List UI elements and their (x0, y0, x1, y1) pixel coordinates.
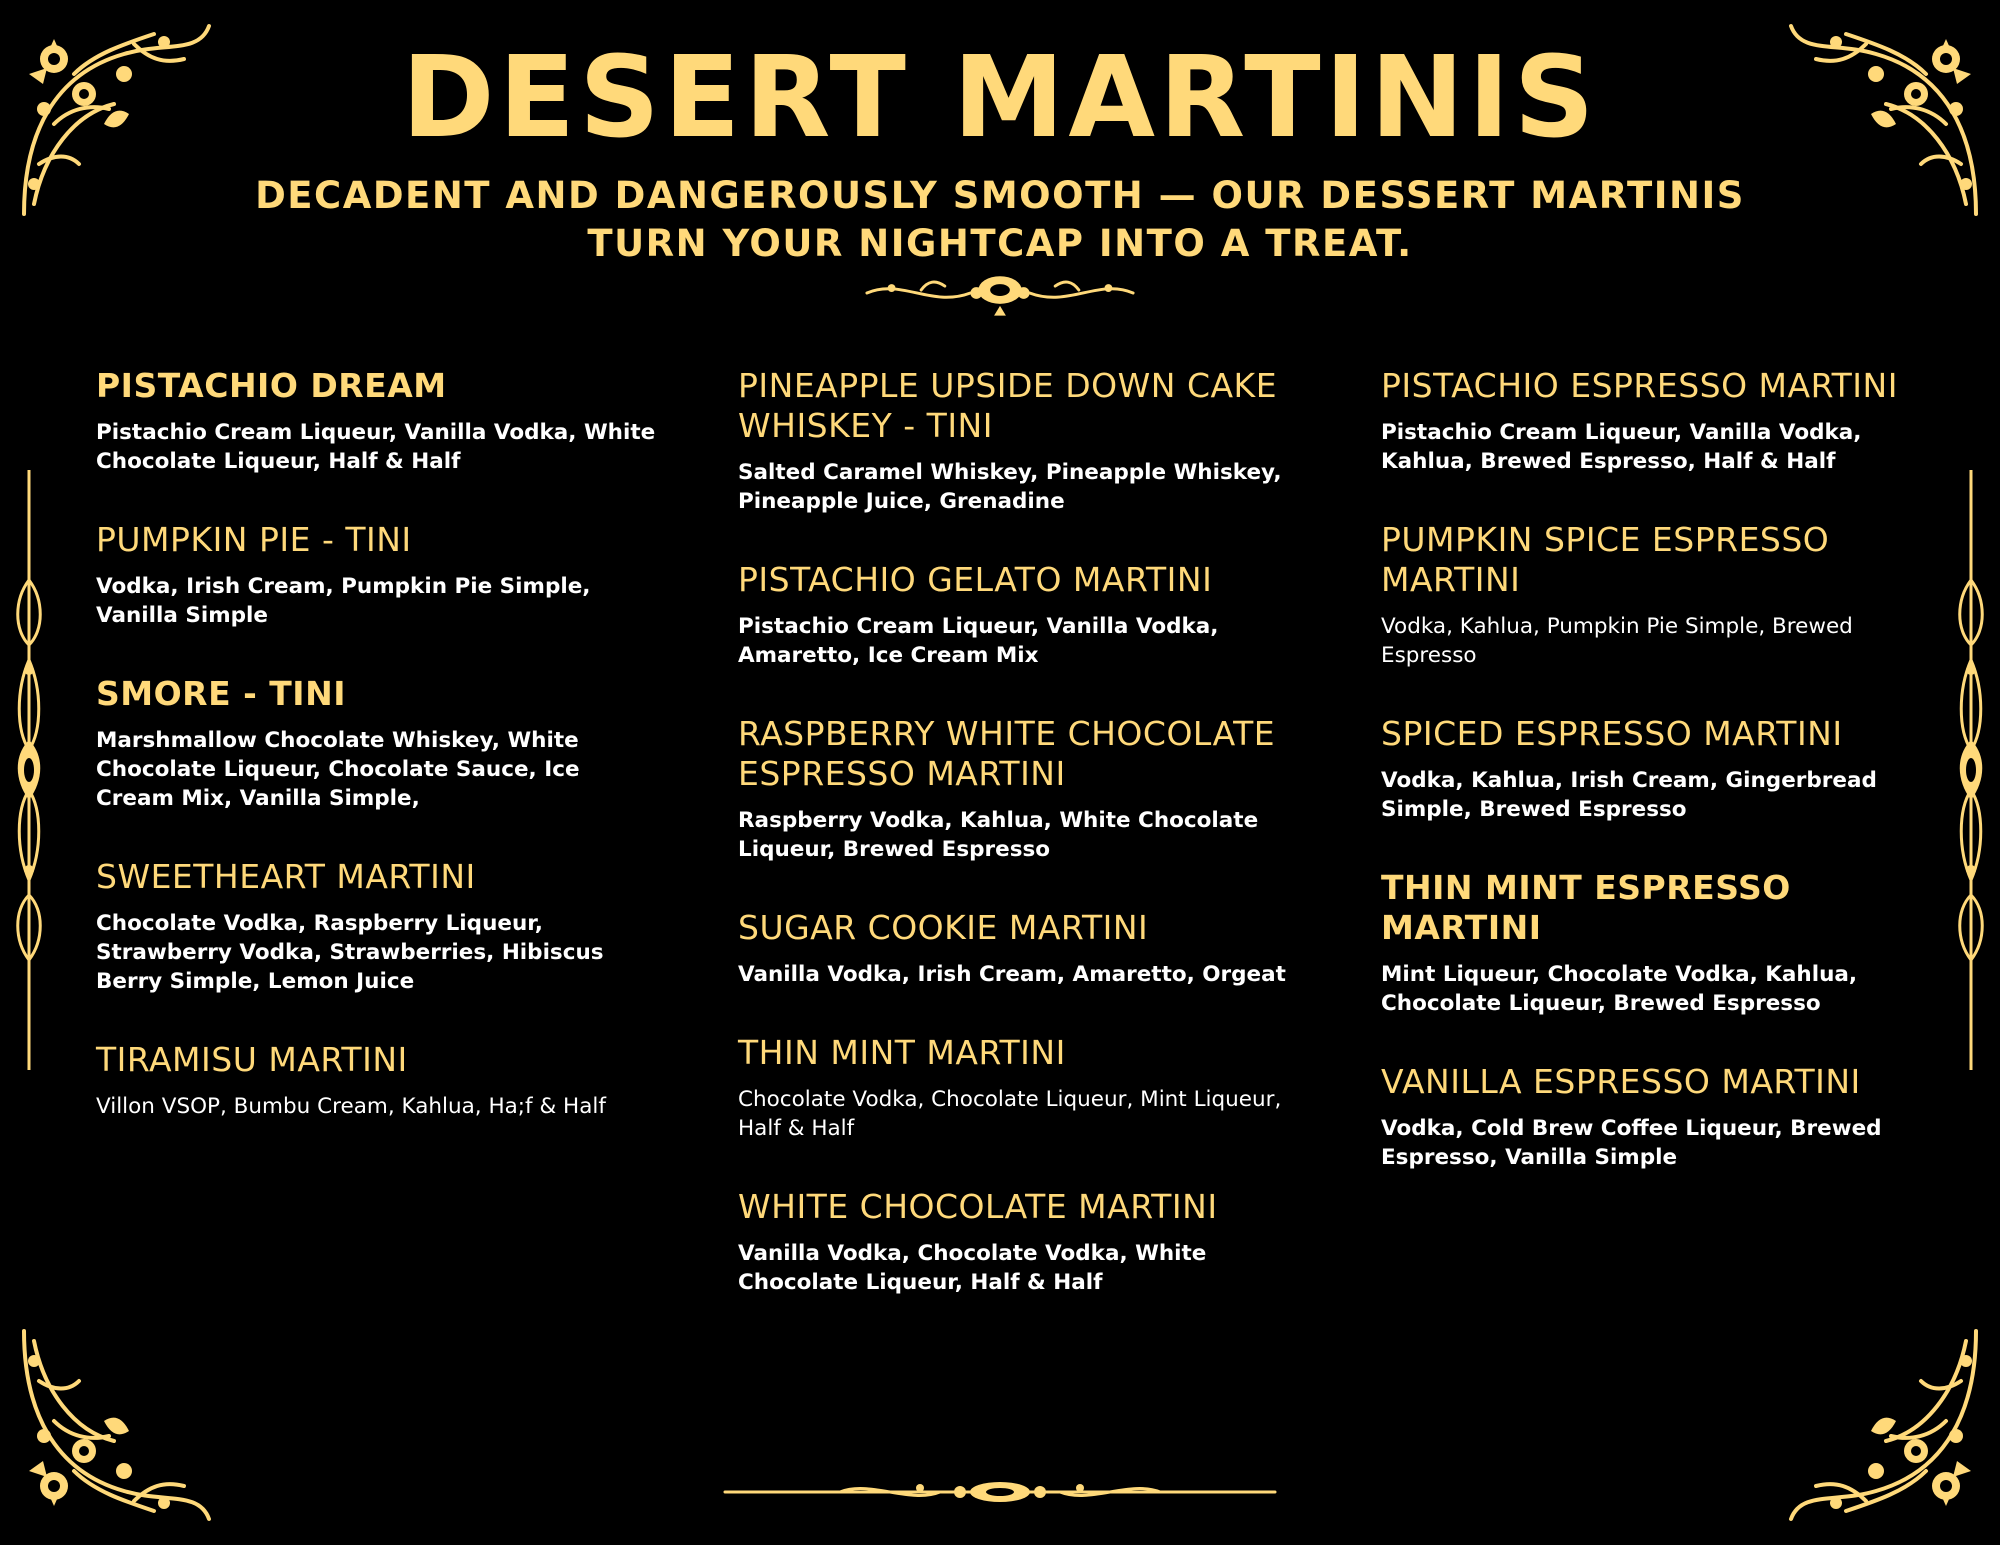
item-name: TIRAMISU MARTINI (96, 1040, 408, 1079)
menu-item (738, 1033, 1298, 1143)
menu-item (96, 857, 656, 996)
item-ingredients: Vodka, Kahlua, Pumpkin Pie Simple, Brewed Espresso (1381, 614, 1853, 668)
item-ingredients: Vodka, Cold Brew Coffee Liqueur, Brewed Espresso, Vanilla Simple (1381, 1116, 1882, 1170)
item-name: SWEETHEART MARTINI (96, 857, 476, 896)
tagline (250, 172, 1750, 268)
item-ingredients: Raspberry Vodka, Kahlua, White Chocolate Liqueur, Brewed Espresso (738, 808, 1259, 862)
item-name: PUMPKIN SPICE ESPRESSO MARTINI (1381, 520, 1830, 599)
flourish-divider-icon (862, 268, 1138, 318)
item-name: VANILLA ESPRESSO MARTINI (1381, 1062, 1861, 1101)
menu-item (1381, 1062, 1941, 1172)
page-title: DESERT MARTINIS (401, 33, 1599, 163)
menu-item (738, 908, 1298, 989)
item-name: SMORE - TINI (96, 674, 346, 713)
item-ingredients: Vodka, Irish Cream, Pumpkin Pie Simple, Vanilla Simple (96, 574, 591, 628)
item-ingredients: Vanilla Vodka, Chocolate Vodka, White Chocolate Liqueur, Half & Half (738, 1241, 1207, 1295)
menu-item (96, 520, 656, 630)
tagline-line-2: TURN YOUR NIGHTCAP INTO A TREAT. (587, 222, 1413, 265)
menu-item (738, 1187, 1298, 1297)
item-name: THIN MINT MARTINI (738, 1033, 1066, 1072)
item-name: WHITE CHOCOLATE MARTINI (738, 1187, 1218, 1226)
menu-item (1381, 520, 1941, 670)
item-ingredients: Marshmallow Chocolate Whiskey, White Chocolate Liqueur, Chocolate Sauce, Ice Cream Mix, Vanilla Simple, (96, 728, 580, 811)
item-ingredients: Chocolate Vodka, Chocolate Liqueur, Mint Liqueur, Half & Half (738, 1087, 1282, 1141)
item-ingredients: Salted Caramel Whiskey, Pineapple Whiskey, Pineapple Juice, Grenadine (738, 460, 1282, 514)
menu-item (1381, 714, 1941, 824)
vertical-scroll-ornament-icon (14, 470, 44, 1070)
floral-corner-ornament-icon (14, 1321, 214, 1531)
item-name: THIN MINT ESPRESSO MARTINI (1381, 868, 1791, 947)
menu-column-3 (1381, 366, 1941, 1216)
flourish-divider-icon (720, 1480, 1280, 1504)
item-ingredients: Pistachio Cream Liqueur, Vanilla Vodka, Kahlua, Brewed Espresso, Half & Half (1381, 420, 1862, 474)
item-ingredients: Mint Liqueur, Chocolate Vodka, Kahlua, Chocolate Liqueur, Brewed Espresso (1381, 962, 1858, 1016)
item-name: SUGAR COOKIE MARTINI (738, 908, 1149, 947)
item-ingredients: Villon VSOP, Bumbu Cream, Kahlua, Ha;f & Half (96, 1094, 606, 1119)
menu-item (96, 366, 656, 476)
item-ingredients: Pistachio Cream Liqueur, Vanilla Vodka, White Chocolate Liqueur, Half & Half (96, 420, 656, 474)
tagline-line-1: DECADENT AND DANGEROUSLY SMOOTH — OUR DESSERT MARTINIS (255, 174, 1745, 217)
item-ingredients: Pistachio Cream Liqueur, Vanilla Vodka, Amaretto, Ice Cream Mix (738, 614, 1219, 668)
item-name: RASPBERRY WHITE CHOCOLATE ESPRESSO MARTINI (738, 714, 1276, 793)
menu-item (738, 560, 1298, 670)
vertical-scroll-ornament-icon (1956, 470, 1986, 1070)
item-ingredients: Chocolate Vodka, Raspberry Liqueur, Strawberry Vodka, Strawberries, Hibiscus Berry Simple, Lemon Juice (96, 911, 604, 994)
item-name: PISTACHIO ESPRESSO MARTINI (1381, 366, 1898, 405)
menu-item (96, 674, 656, 813)
item-name: SPICED ESPRESSO MARTINI (1381, 714, 1843, 753)
menu-item (738, 714, 1298, 864)
item-name: PISTACHIO GELATO MARTINI (738, 560, 1213, 599)
item-ingredients: Vodka, Kahlua, Irish Cream, Gingerbread Simple, Brewed Espresso (1381, 768, 1877, 822)
item-name: PUMPKIN PIE - TINI (96, 520, 412, 559)
item-name: PINEAPPLE UPSIDE DOWN CAKE WHISKEY - TINI (738, 366, 1278, 445)
item-name: PISTACHIO DREAM (96, 366, 447, 405)
menu-column-1 (96, 366, 656, 1165)
menu-item (1381, 366, 1941, 476)
menu-item (1381, 868, 1941, 1018)
menu-column-2 (738, 366, 1298, 1341)
item-ingredients: Vanilla Vodka, Irish Cream, Amaretto, Orgeat (738, 962, 1286, 987)
floral-corner-ornament-icon (1786, 1321, 1986, 1531)
menu-item (738, 366, 1298, 516)
menu-item (96, 1040, 656, 1121)
